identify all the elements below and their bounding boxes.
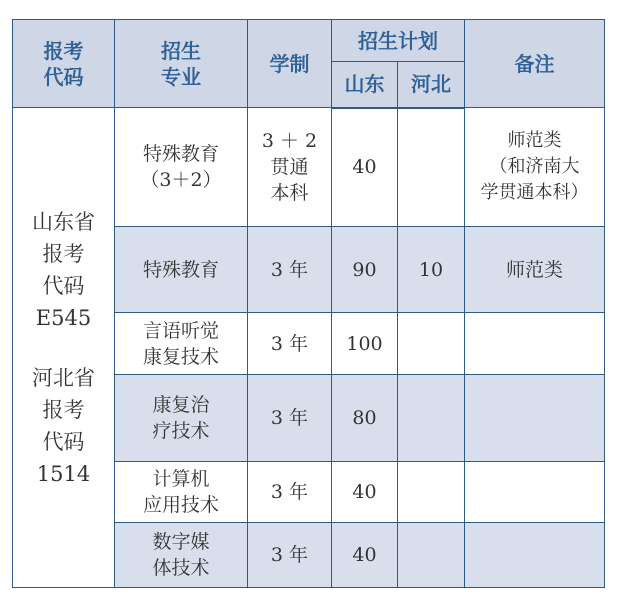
header-major-line1: 招生 <box>161 38 201 63</box>
table-row <box>13 108 605 227</box>
duration-line1: 3 ＋ 2 <box>261 130 318 152</box>
header-code-line1: 报考 <box>43 38 84 63</box>
shandong-code-line1: 山东省 <box>32 209 95 234</box>
duration-cell: 3 年 <box>248 462 332 523</box>
header-notes: 备注 <box>465 20 605 108</box>
plan-shandong-cell: 40 <box>332 523 398 588</box>
duration-cell: 3 年 <box>248 375 332 462</box>
plan-shandong-cell: 40 <box>332 462 398 523</box>
notes-line3: 学贯通本科） <box>480 182 589 203</box>
plan-hebei-cell <box>398 313 465 375</box>
major-line2: 疗技术 <box>152 420 210 442</box>
major-line1: 计算机 <box>152 468 210 490</box>
duration-cell: 3 年 <box>248 227 332 313</box>
notes-cell: 师范类 <box>465 227 605 313</box>
major-line2: 康复技术 <box>142 345 219 368</box>
major-line2: （3＋2） <box>140 169 222 191</box>
header-plan-shandong: 山东 <box>332 62 398 108</box>
major-cell <box>115 108 248 227</box>
plan-shandong-cell: 80 <box>332 375 398 462</box>
hebei-code-line3: 代码 <box>42 429 85 454</box>
major-cell: 特殊教育 <box>115 227 248 313</box>
duration-cell: 3 年 <box>248 313 332 375</box>
header-code-line2: 代码 <box>43 64 84 89</box>
enrollment-table <box>12 19 605 588</box>
duration-cell: 3 年 <box>248 523 332 588</box>
notes-line2: （和济南大 <box>489 156 580 177</box>
header-code <box>13 20 115 108</box>
exam-code-cell <box>13 108 115 588</box>
plan-shandong-cell: 90 <box>332 227 398 313</box>
duration-line3: 本科 <box>270 182 309 204</box>
plan-shandong-cell: 40 <box>332 108 398 227</box>
major-cell <box>115 523 248 588</box>
notes-cell <box>465 462 605 523</box>
hebei-code-line2: 报考 <box>42 397 85 422</box>
major-line2: 体技术 <box>152 557 210 579</box>
major-cell <box>115 375 248 462</box>
hebei-code-line1: 河北省 <box>32 365 95 390</box>
shandong-code-value: E545 <box>35 305 92 330</box>
plan-shandong-cell: 100 <box>332 313 398 375</box>
major-cell <box>115 462 248 523</box>
shandong-code-line3: 代码 <box>42 273 85 298</box>
major-line1: 数字媒 <box>152 531 210 553</box>
notes-cell <box>465 108 605 227</box>
major-line1: 言语听觉 <box>142 319 219 342</box>
plan-hebei-cell: 10 <box>398 227 465 313</box>
header-plan-hebei: 河北 <box>398 62 465 108</box>
header-row-top <box>13 20 605 62</box>
header-major-line2: 专业 <box>161 64 201 89</box>
shandong-code-line2: 报考 <box>42 241 85 266</box>
header-plan: 招生计划 <box>332 20 465 62</box>
plan-hebei-cell <box>398 523 465 588</box>
notes-cell <box>465 313 605 375</box>
duration-line2: 贯通 <box>270 156 309 178</box>
major-line2: 应用技术 <box>142 494 219 516</box>
notes-line1: 师范类 <box>507 130 562 151</box>
header-duration: 学制 <box>248 20 332 108</box>
plan-hebei-cell <box>398 108 465 227</box>
code-spacer <box>13 334 114 362</box>
header-major <box>115 20 248 108</box>
hebei-code-value: 1514 <box>36 461 91 486</box>
notes-cell <box>465 375 605 462</box>
duration-cell <box>248 108 332 227</box>
notes-cell <box>465 523 605 588</box>
major-line1: 特殊教育 <box>142 143 219 165</box>
major-line1: 康复治 <box>152 394 210 416</box>
plan-hebei-cell <box>398 462 465 523</box>
major-cell <box>115 313 248 375</box>
plan-hebei-cell <box>398 375 465 462</box>
